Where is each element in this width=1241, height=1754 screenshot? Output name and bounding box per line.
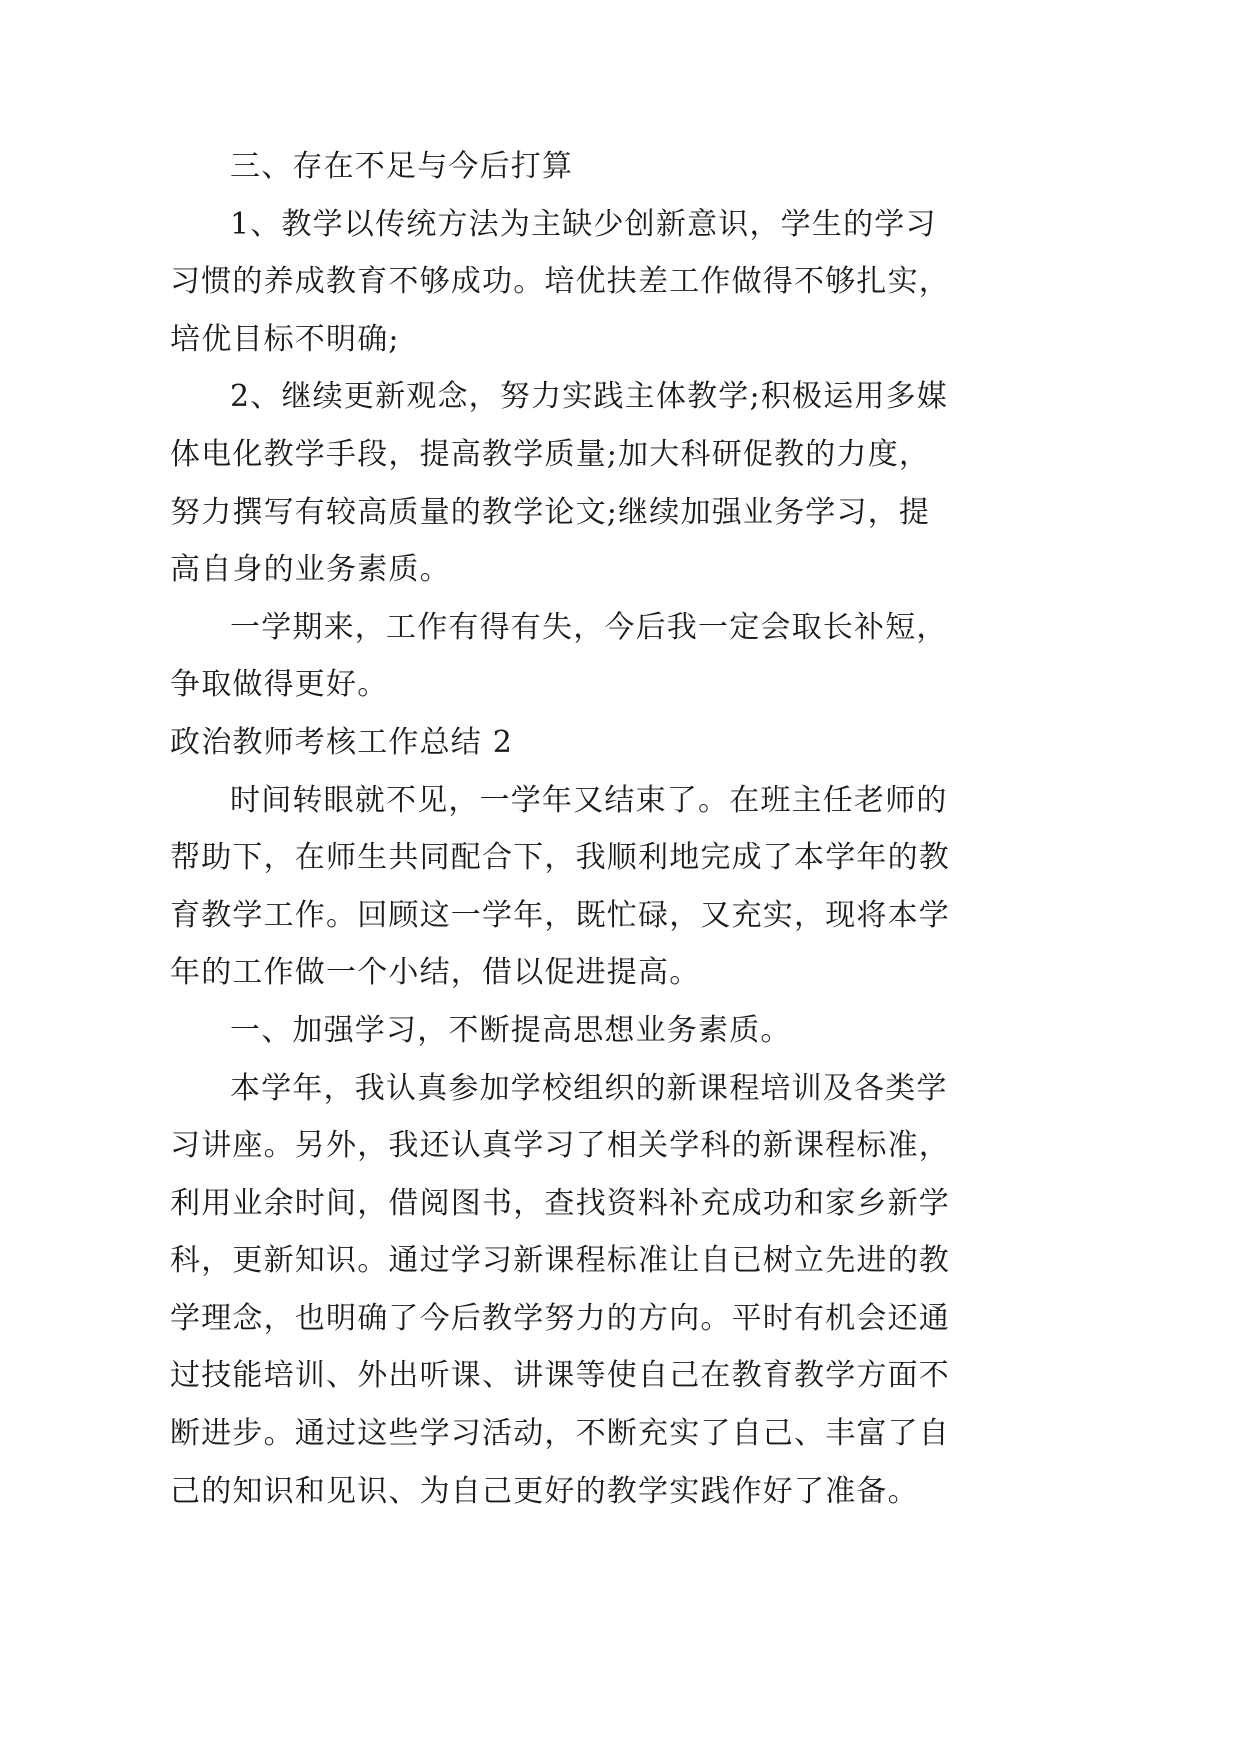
document-title: 政治教师考核工作总结 2 — [170, 724, 514, 760]
paragraph-study: 本学年，我认真参加学校组织的新课程培训及各类学习讲座。另外，我还认真学习了相关学科的新课程标准，利用业余时间，借阅图书，查找资料补充成功和家乡新学科，更新知识。通过学习新课程标准让自已树立先进的教学理念，也明确了今后教学努力的方向。平时有机会还通过技能培训、外出听课、讲课等使自己在教育教学方面不断进步。通过这些学习活动，不断充实了自己、丰富了自己的知识和见识、为自己更好的教学实践作好了准备。 — [170, 1070, 950, 1509]
paragraph-item-1: 1、教学以传统方法为主缺少创新意识，学生的学习习惯的养成教育不够成功。培优扶差工作做得不够扎实，培优目标不明确; — [170, 206, 950, 357]
document-body — [170, 138, 954, 1520]
section-heading-shortcomings: 三、存在不足与今后打算 — [230, 149, 574, 184]
paragraph-item-2: 2、继续更新观念，努力实践主体教学;积极运用多媒体电化教学手段，提高教学质量;加大科研促教的力度，努力撰写有较高质量的教学论文;继续加强业务学习，提高自身的业务素质。 — [170, 379, 948, 588]
paragraph-intro: 时间转眼就不见，一学年又结束了。在班主任老师的帮助下，在师生共同配合下，我顺利地完成了本学年的教育教学工作。回顾这一学年，既忙碌，又充实，现将本学年的工作做一个小结，借以促进提高。 — [170, 782, 950, 991]
paragraph-conclusion: 一学期来，工作有得有失，今后我一定会取长补短，争取做得更好。 — [170, 609, 948, 703]
section-heading-study: 一、加强学习，不断提高思想业务素质。 — [230, 1012, 792, 1048]
